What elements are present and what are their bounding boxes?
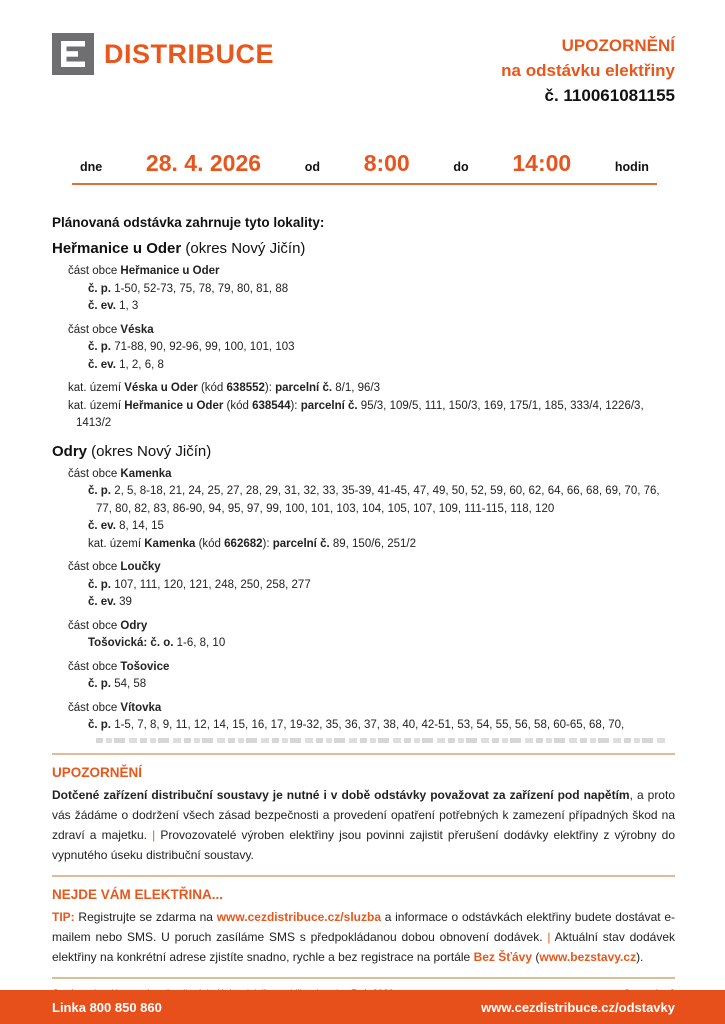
text-run: Vítovka [120,701,162,714]
separator [52,875,675,877]
text-run: Tošovice [120,660,170,673]
locality-line [88,594,673,612]
text-run: 638552 [226,382,265,394]
locality-line [88,281,673,299]
do-label: do [453,160,469,174]
text-run: 2, 5, 8-18, 21, 24, 25, 27, 28, 29, 31, 32, 33, 35-39, 41-45, 47, 49, 50, 52, 59, 60, 62, 64, 66, 68, 69, 70, 76, 77, 80, 82, 83, 86-90, 94, 95, 97, 99, 100, 101, 103, 104, 105, 107, 109, 111-115, 118, 120 [96,485,660,515]
truncated-text-line [96,738,665,743]
text-run: 8/1, 96/3 [335,382,380,394]
text-run: Loučky [120,561,161,573]
text-run: parcelní č. [272,537,333,550]
town-district: (okres Nový Jičín) [87,442,212,460]
text-run: TIP: [52,909,75,924]
text-run: (kód [197,382,227,394]
locality-line [88,357,673,375]
locality-line [88,536,673,554]
separator [52,753,675,755]
cez-logo-icon [52,33,94,75]
brand-wordmark: DISTRIBUCE [104,39,275,69]
town-heading-hermanice [52,240,675,257]
text-run: Véska [120,323,154,336]
text-run: Provozovatelé výroben elektřiny jsou povinni zajistit přerušení dodávky elektřiny z výrobny do vypnutého úseku distribuční soustavy. [52,827,675,862]
text-run: ): [290,399,301,412]
text-run: Kamenka [144,537,196,550]
text-run: Aktuální stav dodávek elektřiny na konkrétní adrese zjistíte snadno, rychle a bez registrace na portále [52,929,676,964]
locality-line [68,322,673,340]
town-heading-odry [52,443,675,460]
text-run: a informace o odstávkách elektřiny budete dostávat e-mailem nebo SMS. U poruch zasíláme SMS s předpokládanou dobou obnovení dodávek. [52,909,675,944]
text-run: č. p. [88,282,115,295]
text-run: část obce [68,660,121,673]
text-run: část obce [68,323,121,336]
text-run: č. p. [88,578,115,591]
text-run: č. p. [88,485,115,497]
text-run: Heřmanice u Oder [120,265,220,277]
text-run: 1-5, 7, 8, 9, 11, 12, 14, 15, 16, 17, 19-32, 35, 36, 37, 38, 40, 42-51, 53, 54, 55, 56, 58, 60-65, 68, 70, [114,719,625,731]
notice-line2: na odstávku elektřiny [501,61,675,80]
text-run: č. ev. [88,358,120,371]
text-run: č. p. [88,678,115,690]
text-run: (kód [223,399,253,412]
od-label: od [304,160,320,174]
localities-intro: Plánovaná odstávka zahrnuje tyto lokality: [52,215,325,230]
town-name: Heřmanice u Oder [52,240,182,257]
link-cezdistribuce-sluzba[interactable]: www.cezdistribuce.cz/sluzba [216,909,381,924]
text-run: Kamenka [120,467,172,480]
text-run: | [547,929,555,944]
separator [52,977,675,979]
text-run: (kód [195,537,225,550]
text-run: Dotčené zařízení distribuční soustavy je nutné i v době odstávky považovat za zařízení pod napětím [52,787,630,802]
text-run: ): [264,382,276,394]
text-run: parcelní č. [300,399,361,412]
text-run: Odry [120,619,148,632]
locality-line [68,466,673,484]
text-run: část obce [68,265,121,277]
text-run: 39 [119,596,132,608]
text-run: Tošovická: č. o. [88,637,177,649]
text-run: kat. území [68,382,125,394]
text-run: část obce [68,561,121,573]
warning-title: UPOZORNĚNÍ [52,764,143,780]
text-run: 89, 150/6, 251/2 [332,537,416,550]
locality-line [68,559,673,577]
help-title: NEJDE VÁM ELEKTŘINA... [52,886,224,902]
text-run: 8, 14, 15 [119,520,164,532]
text-run: č. ev. [88,520,120,532]
notice-number: č. 110061081155 [544,86,675,105]
dne-label: dne [80,160,103,174]
locality-line [68,659,673,677]
hotline-phone: Linka 800 850 860 [52,999,162,1015]
text-run: část obce [68,467,121,480]
text-run: 71-88, 90, 92-96, 99, 100, 101, 103 [114,341,295,353]
text-run: kat. území [68,399,125,412]
town-lines-odry [52,466,675,735]
footer-url[interactable]: www.cezdistribuce.cz/odstavky [481,999,675,1015]
locality-line [88,339,673,357]
footer-bar [0,990,725,1024]
text-run: 1-50, 52-73, 75, 78, 79, 80, 81, 88 [114,282,289,295]
text-run: č. ev. [88,596,120,608]
text-run: č. p. [88,341,115,353]
locality-line [68,700,673,718]
town-lines-hermanice [52,263,675,433]
warning-paragraph [52,785,675,865]
text-run: Heřmanice u Oder [124,399,224,412]
text-run: 95/3, 109/5, 111, 150/3, 169, 175/1, 185, 333/4, 1226/3, 1413/2 [76,399,644,429]
text-run: část obce [68,619,121,632]
help-paragraph [52,907,675,967]
locality-line [68,263,673,281]
locality-line [88,676,673,694]
text-run: Véska u Oder [124,382,198,394]
text-run: parcelní č. [275,382,336,394]
time-to: 14:00 [512,150,572,176]
locality-line [88,298,673,316]
text-run: , a proto vás žádáme o dodržení všech zásad bezpečnosti a provedení opatření potřebných k zamezení případných škod na zdraví a majetku. [52,787,675,842]
locality-line [88,483,673,518]
text-run: 1, 3 [119,300,139,312]
text-run: kat. území [88,537,145,550]
notice-line1: UPOZORNĚNÍ [561,36,675,55]
text-run: č. ev. [88,300,120,312]
text-run: 1-6, 8, 10 [176,637,226,649]
locality-line [88,518,673,536]
text-run: 54, 58 [114,678,147,690]
locality-line [88,717,673,735]
text-run: 638544 [252,399,291,412]
outage-date: 28. 4. 2026 [145,150,262,176]
notice-title [501,33,675,108]
time-from: 8:00 [363,150,410,176]
text-run: 107, 111, 120, 121, 248, 250, 258, 277 [114,578,311,591]
text-run: 662682 [224,537,263,550]
text-run: Registrujte se zdarma na [74,909,217,924]
town-district: (okres Nový Jičín) [181,240,306,257]
hodin-label: hodin [614,160,649,174]
link-bezstavy[interactable]: Bez Šťávy [473,949,533,964]
text-run: č. p. [88,719,115,731]
text-run: ( [532,949,540,964]
text-run: ): [262,537,273,550]
text-run: 1, 2, 6, 8 [119,358,164,371]
text-run: část obce [68,701,121,714]
town-name: Odry [52,442,88,460]
locality-line [68,618,673,636]
header [52,33,675,108]
locality-line [88,577,673,595]
link-bezstavy-url[interactable]: www.bezstavy.cz [539,949,637,964]
schedule-row [72,150,657,185]
brand [52,33,274,75]
text-run: | [152,827,161,842]
locality-line [88,635,673,653]
text-run: ). [636,949,644,964]
locality-line [68,398,673,433]
locality-line [68,380,673,398]
